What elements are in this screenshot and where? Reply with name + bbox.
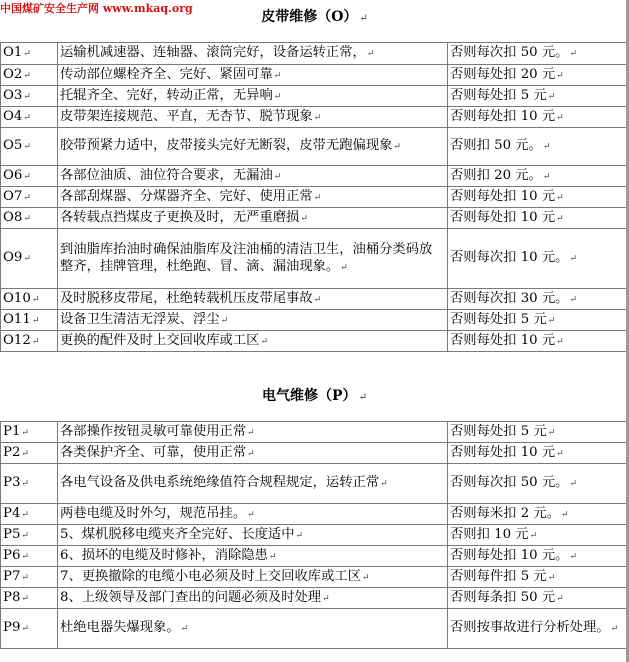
item-penalty: 否则每件扣 5 元↵ [448,567,629,588]
item-penalty: 否则每处扣 10 元↵ [448,331,629,352]
item-requirement: 各部操作按钮灵敏可靠使用正常↵ [58,422,448,443]
item-code: O12↵ [1,331,58,352]
item-code: P6↵ [1,546,58,567]
item-code: O9↵ [1,229,58,289]
item-code: P3↵ [1,464,58,504]
item-penalty: 否则每处扣 10 元↵ [448,187,629,208]
table-row [1,464,629,504]
item-code: O8↵ [1,208,58,229]
item-code: O1↵ [1,43,58,65]
table-row [1,504,629,525]
table-row [1,86,629,107]
item-penalty: 否则每处扣 10 元。↵ [448,546,629,567]
item-code: O11↵ [1,310,58,331]
item-code: O10↵ [1,289,58,310]
item-penalty: 否则扣 10 元↵ [448,525,629,546]
item-penalty: 否则每条扣 50 元↵ [448,588,629,609]
item-requirement: 到油脂库抬油时确保油脂库及注油桶的清洁卫生，油桶分类码放整齐，挂牌管理，杜绝跑、冒、滴、漏油现象。↵ [58,229,448,289]
item-requirement: 传动部位螺栓齐全、完好、紧固可靠↵ [58,65,448,86]
item-requirement: 各类保护齐全、可靠，使用正常↵ [58,443,448,464]
item-requirement: 及时脱移皮带尾，杜绝转载机压皮带尾事故↵ [58,289,448,310]
item-code: O5↵ [1,128,58,166]
section-title-belt: 皮带维修（O） ↵ [261,9,368,25]
table-row [1,331,629,352]
item-penalty: 否则扣 20 元。↵ [448,166,629,187]
item-penalty: 否则每处扣 5 元↵ [448,86,629,107]
item-code: P9↵ [1,609,58,649]
item-code: O2↵ [1,65,58,86]
item-penalty: 否则每处扣 5 元↵ [448,422,629,443]
table-row [1,43,629,65]
item-code: O7↵ [1,187,58,208]
item-penalty: 否则每米扣 2 元。↵ [448,504,629,525]
table-row [1,310,629,331]
item-penalty: 否则每处扣 10 元↵ [448,443,629,464]
item-requirement: 更换的配件及时上交回收库或工区↵ [58,331,448,352]
table-row [1,229,629,289]
section-title-electrical: 电气维修（P） ↵ [262,388,367,404]
item-requirement: 8、上级领导及部门查出的问题必须及时处理↵ [58,588,448,609]
item-penalty: 否则扣 50 元。↵ [448,128,629,166]
item-requirement: 各部刮煤器、分煤器齐全、完好、使用正常↵ [58,187,448,208]
table-row [1,588,629,609]
item-penalty: 否则每次扣 10 元。↵ [448,229,629,289]
item-requirement: 杜绝电器失爆现象。↵ [58,609,448,649]
table-row [1,208,629,229]
item-penalty: 否则每次扣 30 元。↵ [448,289,629,310]
item-requirement: 胶带预紧力适中，皮带接头完好无断裂，皮带无跑偏现象↵ [58,128,448,166]
item-code: O4↵ [1,107,58,128]
item-requirement: 运输机减速器、连轴器、滚筒完好，设备运转正常，↵ [58,43,448,65]
item-requirement: 设备卫生清洁无浮炭、浮尘↵ [58,310,448,331]
table-row [1,546,629,567]
item-code: P7↵ [1,567,58,588]
item-code: P8↵ [1,588,58,609]
item-requirement: 皮带架连接规范、平直，无杏节、脱节现象↵ [58,107,448,128]
item-penalty: 否则每处扣 10 元↵ [448,107,629,128]
item-code: P1↵ [1,422,58,443]
item-requirement: 各部位油质、油位符合要求，无漏油↵ [58,166,448,187]
item-requirement: 托辊齐全、完好，转动正常，无异响↵ [58,86,448,107]
item-requirement: 7、更换撤除的电缆小电必须及时上交回收库或工区↵ [58,567,448,588]
table-row [1,289,629,310]
item-penalty: 否则按事故进行分析处理。↵ [448,609,629,649]
item-requirement: 两巷电缆及时外匀，规范吊挂。↵ [58,504,448,525]
belt-maintenance-table [0,42,629,352]
table-row [1,187,629,208]
table-row [1,422,629,443]
item-requirement: 5、煤机脱移电缆夹齐全完好、长度适中↵ [58,525,448,546]
table-row [1,609,629,649]
item-code: P4↵ [1,504,58,525]
table-row [1,107,629,128]
item-code: O6↵ [1,166,58,187]
item-code: P2↵ [1,443,58,464]
item-requirement: 各电气设备及供电系统绝缘值符合规程规定，运转正常↵ [58,464,448,504]
item-penalty: 否则每处扣 5 元↵ [448,310,629,331]
item-requirement: 6、损坏的电缆及时修补，消除隐患↵ [58,546,448,567]
item-penalty: 否则每处扣 10 元↵ [448,208,629,229]
site-watermark: 中国煤矿安全生产网 www.mkaq.org [0,2,193,15]
item-penalty: 否则每次扣 50 元。↵ [448,43,629,65]
table-row [1,65,629,86]
item-code: O3↵ [1,86,58,107]
table-row [1,443,629,464]
item-code: P5↵ [1,525,58,546]
table-row [1,525,629,546]
table-row [1,128,629,166]
electrical-maintenance-table [0,421,629,649]
item-requirement: 各转载点挡煤皮子更换及时，无严重磨损↵ [58,208,448,229]
table-row [1,166,629,187]
item-penalty: 否则每次扣 50 元。↵ [448,464,629,504]
table-row [1,567,629,588]
item-penalty: 否则每处扣 20 元↵ [448,65,629,86]
